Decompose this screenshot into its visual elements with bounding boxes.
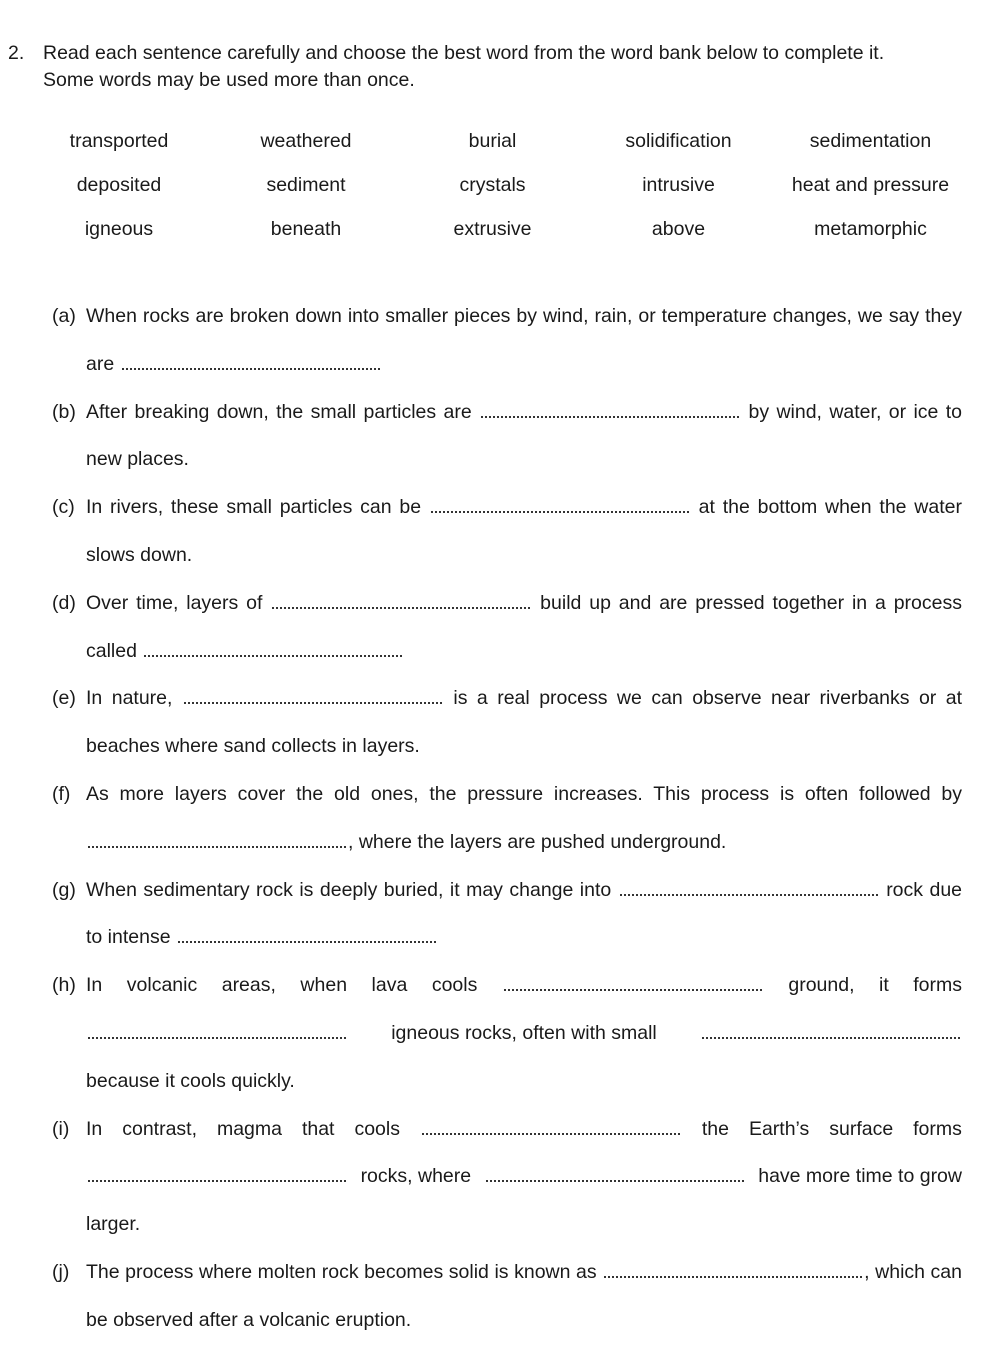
answer-blank[interactable] (702, 1023, 960, 1039)
word-bank-item: above (651, 218, 706, 240)
word-bank-item: sedimentation (809, 130, 932, 152)
item-j: (j) The process where molten rock becomes solid is known as , which can be observed after a volcanic eruption. (52, 1249, 962, 1345)
item-c: (c) In rivers, these small particles can be at the bottom when the water slows down. (52, 484, 962, 580)
answer-blank[interactable] (604, 1262, 862, 1278)
answer-blank[interactable] (272, 593, 530, 609)
answer-blank[interactable] (144, 641, 402, 657)
answer-blank[interactable] (481, 402, 739, 418)
item-label: (f) (52, 782, 71, 805)
item-label: (h) (52, 974, 76, 997)
answer-blank[interactable] (422, 1119, 680, 1135)
item-label: (j) (52, 1260, 70, 1283)
item-label: (b) (52, 400, 76, 423)
answer-blank[interactable] (88, 832, 346, 848)
answer-blank[interactable] (620, 880, 878, 896)
item-d: (d) Over time, layers of build up and are pressed together in a process called (52, 580, 962, 676)
item-b: (b) After breaking down, the small particles are by wind, water, or ice to new places. (52, 389, 962, 485)
word-bank-item: weathered (260, 130, 352, 152)
answer-blank[interactable] (504, 975, 762, 991)
word-bank-item: burial (468, 130, 517, 152)
word-bank (25, 128, 970, 243)
item-label: (g) (52, 878, 76, 901)
item-label: (c) (52, 496, 75, 519)
answer-blank[interactable] (122, 354, 380, 370)
question-instruction: Read each sentence carefully and choose the best word from the word bank below to complete it. Some words may be used more than once. (43, 42, 885, 91)
word-bank-item: sediment (266, 174, 346, 196)
item-label: (d) (52, 591, 76, 614)
word-bank-item: deposited (76, 174, 162, 196)
answer-blank[interactable] (486, 1166, 744, 1182)
question-number: 2. (8, 42, 25, 64)
word-bank-item: metamorphic (814, 218, 927, 240)
question-header (8, 40, 968, 94)
word-bank-item: crystals (459, 174, 526, 196)
word-bank-item: igneous (84, 218, 154, 240)
item-g: (g) When sedimentary rock is deeply buried, it may change into rock due to intense (52, 867, 962, 963)
answer-blank[interactable] (431, 497, 689, 513)
item-e: (e) In nature, is a real process we can observe near riverbanks or at beaches where sand collects in layers. (52, 675, 962, 771)
item-label: (a) (52, 305, 76, 327)
word-bank-item: intrusive (642, 174, 715, 196)
word-bank-item: solidification (625, 130, 732, 152)
item-h: (h) In volcanic areas, when lava cools ground, it forms igneous rocks, often with small because it cools quickly. (52, 962, 962, 1105)
word-bank-item: heat and pressure (791, 174, 950, 196)
item-a: (a) When rocks are broken down into smaller pieces by wind, rain, or temperature changes, we say they are (52, 293, 962, 389)
word-bank-item: transported (69, 130, 169, 152)
question-items (52, 293, 962, 1345)
answer-blank[interactable] (88, 1023, 346, 1039)
item-label: (e) (52, 687, 76, 710)
item-i: (i) In contrast, magma that cools the Earth’s surface forms rocks, where have more time to grow larger. (52, 1106, 962, 1249)
item-f: (f) As more layers cover the old ones, the pressure increases. This process is often followed by , where the layers are pushed underground. (52, 771, 962, 867)
item-label: (i) (52, 1117, 70, 1140)
answer-blank[interactable] (88, 1166, 346, 1182)
word-bank-item: beneath (270, 218, 342, 240)
answer-blank[interactable] (184, 688, 442, 704)
answer-blank[interactable] (178, 927, 436, 943)
word-bank-item: extrusive (453, 218, 532, 240)
